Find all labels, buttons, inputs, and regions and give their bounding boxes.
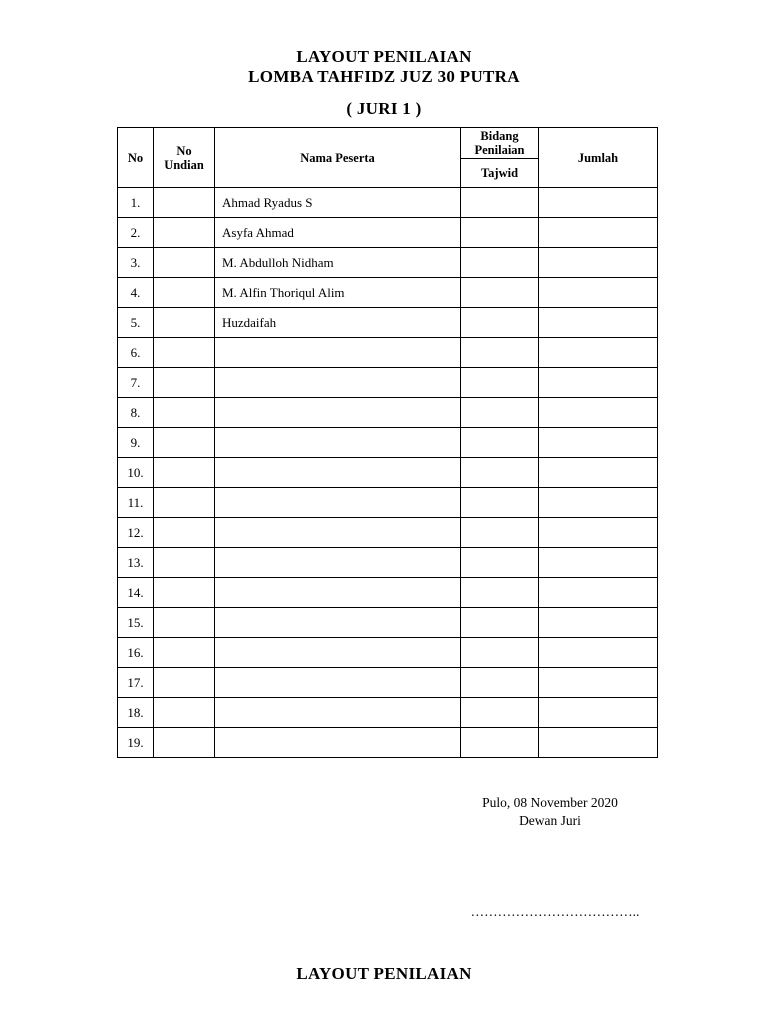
cell-nama-peserta: M. Alfin Thoriqul Alim — [215, 278, 461, 308]
cell-jumlah — [539, 398, 658, 428]
column-header-no-undian: No Undian — [154, 128, 215, 188]
cell-no: 11. — [118, 488, 154, 518]
cell-no: 5. — [118, 308, 154, 338]
table-row — [118, 428, 658, 458]
cell-no: 15. — [118, 608, 154, 638]
cell-nama-peserta — [215, 458, 461, 488]
cell-tajwid — [461, 698, 539, 728]
table-row — [118, 458, 658, 488]
cell-jumlah — [539, 578, 658, 608]
cell-nama-peserta — [215, 638, 461, 668]
cell-nama-peserta — [215, 608, 461, 638]
cell-jumlah — [539, 368, 658, 398]
cell-nama-peserta: M. Abdulloh Nidham — [215, 248, 461, 278]
cell-no-undian — [154, 428, 215, 458]
cell-tajwid — [461, 188, 539, 218]
cell-nama-peserta — [215, 668, 461, 698]
cell-tajwid — [461, 428, 539, 458]
judge-label: ( JURI 1 ) — [346, 99, 422, 118]
cell-tajwid — [461, 278, 539, 308]
table-row — [118, 278, 658, 308]
table-row — [118, 518, 658, 548]
cell-no: 19. — [118, 728, 154, 758]
column-header-nama-peserta: Nama Peserta — [215, 128, 461, 188]
cell-nama-peserta — [215, 518, 461, 548]
cell-jumlah — [539, 518, 658, 548]
cell-no-undian — [154, 728, 215, 758]
table-row — [118, 668, 658, 698]
column-header-bidang-penilaian: Bidang Penilaian — [461, 128, 539, 159]
table-row — [118, 578, 658, 608]
cell-jumlah — [539, 338, 658, 368]
cell-no-undian — [154, 638, 215, 668]
cell-no: 2. — [118, 218, 154, 248]
cell-nama-peserta — [215, 698, 461, 728]
cell-nama-peserta: Ahmad Ryadus S — [215, 188, 461, 218]
cell-no: 4. — [118, 278, 154, 308]
cell-tajwid — [461, 218, 539, 248]
cell-tajwid — [461, 608, 539, 638]
table-row — [118, 638, 658, 668]
cell-no: 14. — [118, 578, 154, 608]
cell-no: 16. — [118, 638, 154, 668]
cell-nama-peserta — [215, 398, 461, 428]
cell-no: 12. — [118, 518, 154, 548]
table-row — [118, 698, 658, 728]
cell-nama-peserta: Huzdaifah — [215, 308, 461, 338]
cell-jumlah — [539, 728, 658, 758]
cell-nama-peserta — [215, 578, 461, 608]
column-header-no: No — [118, 128, 154, 188]
cell-jumlah — [539, 638, 658, 668]
cell-no-undian — [154, 278, 215, 308]
cell-jumlah — [539, 608, 658, 638]
cell-nama-peserta — [215, 728, 461, 758]
column-header-tajwid: Tajwid — [461, 159, 539, 188]
cell-jumlah — [539, 248, 658, 278]
table-row — [118, 608, 658, 638]
cell-no: 10. — [118, 458, 154, 488]
cell-no-undian — [154, 248, 215, 278]
cell-tajwid — [461, 458, 539, 488]
cell-nama-peserta — [215, 488, 461, 518]
cell-no-undian — [154, 368, 215, 398]
cell-no-undian — [154, 608, 215, 638]
table-row — [118, 308, 658, 338]
cell-no: 17. — [118, 668, 154, 698]
cell-no-undian — [154, 308, 215, 338]
cell-nama-peserta — [215, 368, 461, 398]
cell-tajwid — [461, 338, 539, 368]
competition-title: LOMBA TAHFIDZ JUZ 30 PUTRA — [248, 67, 520, 86]
cell-no: 1. — [118, 188, 154, 218]
cell-no-undian — [154, 698, 215, 728]
signer-role: Dewan Juri — [519, 813, 581, 828]
next-page-title: LAYOUT PENILAIAN — [296, 964, 472, 983]
column-header-jumlah: Jumlah — [539, 128, 658, 188]
cell-jumlah — [539, 428, 658, 458]
cell-tajwid — [461, 668, 539, 698]
cell-tajwid — [461, 248, 539, 278]
cell-jumlah — [539, 218, 658, 248]
table-body — [118, 188, 658, 758]
cell-no-undian — [154, 188, 215, 218]
cell-jumlah — [539, 548, 658, 578]
signature-line: ……………………………….. — [470, 904, 640, 919]
cell-tajwid — [461, 728, 539, 758]
cell-tajwid — [461, 638, 539, 668]
cell-tajwid — [461, 548, 539, 578]
cell-nama-peserta: Asyfa Ahmad — [215, 218, 461, 248]
table-row — [118, 338, 658, 368]
scoring-table — [117, 127, 658, 758]
cell-jumlah — [539, 278, 658, 308]
cell-tajwid — [461, 578, 539, 608]
cell-no-undian — [154, 218, 215, 248]
cell-jumlah — [539, 308, 658, 338]
cell-no: 18. — [118, 698, 154, 728]
place-date: Pulo, 08 November 2020 — [482, 795, 618, 810]
table-row — [118, 728, 658, 758]
cell-no: 13. — [118, 548, 154, 578]
cell-tajwid — [461, 368, 539, 398]
table-row — [118, 548, 658, 578]
cell-tajwid — [461, 398, 539, 428]
cell-jumlah — [539, 698, 658, 728]
cell-no-undian — [154, 578, 215, 608]
cell-no-undian — [154, 548, 215, 578]
cell-no: 9. — [118, 428, 154, 458]
table-row — [118, 218, 658, 248]
cell-no: 8. — [118, 398, 154, 428]
cell-jumlah — [539, 458, 658, 488]
cell-jumlah — [539, 668, 658, 698]
cell-nama-peserta — [215, 428, 461, 458]
document-title: LAYOUT PENILAIAN — [296, 47, 472, 66]
cell-nama-peserta — [215, 338, 461, 368]
cell-no: 7. — [118, 368, 154, 398]
cell-jumlah — [539, 188, 658, 218]
cell-no-undian — [154, 338, 215, 368]
table-row — [118, 248, 658, 278]
cell-nama-peserta — [215, 548, 461, 578]
cell-no-undian — [154, 398, 215, 428]
cell-tajwid — [461, 308, 539, 338]
table-row — [118, 398, 658, 428]
cell-tajwid — [461, 518, 539, 548]
cell-no-undian — [154, 668, 215, 698]
cell-jumlah — [539, 488, 658, 518]
cell-no: 3. — [118, 248, 154, 278]
cell-tajwid — [461, 488, 539, 518]
table-row — [118, 488, 658, 518]
cell-no-undian — [154, 488, 215, 518]
cell-no: 6. — [118, 338, 154, 368]
cell-no-undian — [154, 458, 215, 488]
table-row — [118, 188, 658, 218]
table-row — [118, 368, 658, 398]
cell-no-undian — [154, 518, 215, 548]
